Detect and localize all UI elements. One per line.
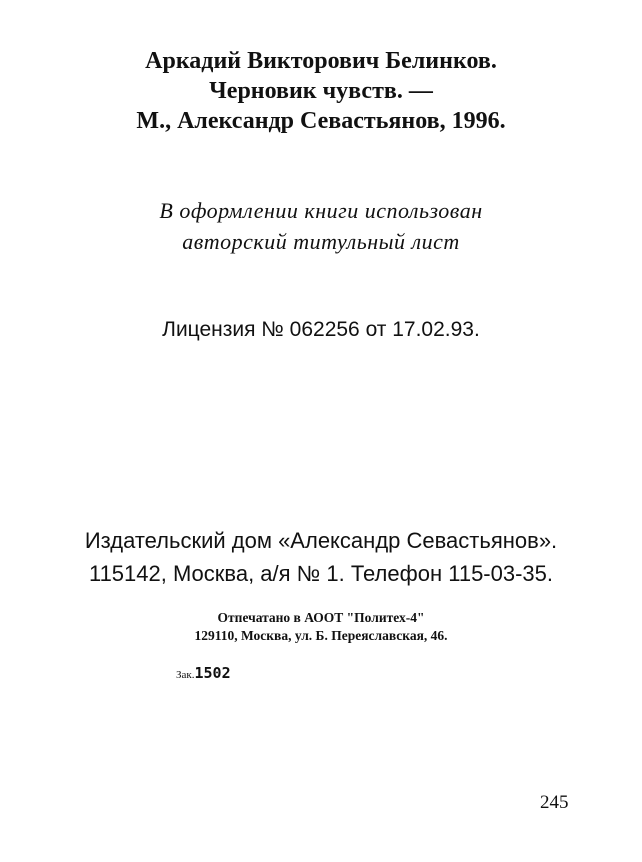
printer-address-line: 129110, Москва, ул. Б. Переяславская, 46. bbox=[194, 628, 448, 643]
publisher-name-line: Издательский дом «Александр Севастьянов». bbox=[84, 528, 558, 553]
book-author-line: Аркадий Викторович Белинков. bbox=[145, 48, 497, 74]
order-stamp bbox=[176, 664, 231, 683]
design-note-line-1: В оформлении книги использован bbox=[159, 198, 483, 223]
order-number: 1502 bbox=[194, 664, 231, 682]
page-number: 245 bbox=[540, 792, 569, 813]
order-label: Зак. bbox=[176, 669, 195, 681]
license-line: Лицензия № 062256 от 17.02.93. bbox=[162, 318, 480, 341]
book-imprint-line: М., Александр Севастьянов, 1996. bbox=[136, 108, 506, 134]
book-title-line: Черновик чувств. — bbox=[209, 78, 433, 104]
publisher-address-line: 115142, Москва, а/я № 1. Телефон 115-03-35. bbox=[88, 561, 554, 586]
printer-name-line: Отпечатано в АООТ "Политех-4" bbox=[217, 610, 425, 625]
design-note-line-2: авторский титульный лист bbox=[182, 229, 460, 254]
